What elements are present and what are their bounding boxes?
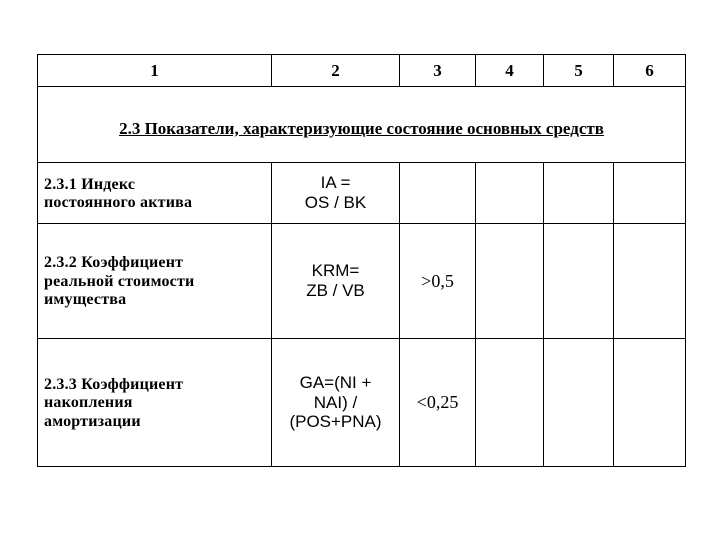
empty-cell — [614, 339, 686, 467]
column-number-5: 5 — [544, 55, 614, 87]
empty-cell — [544, 224, 614, 339]
column-number-1: 1 — [38, 55, 272, 87]
indicator-formula: IA = OS / BK — [272, 163, 400, 224]
column-number-3: 3 — [400, 55, 476, 87]
table-row — [38, 224, 686, 339]
section-title-cell — [38, 87, 686, 163]
empty-cell — [614, 163, 686, 224]
table-row — [38, 163, 686, 224]
column-number-2: 2 — [272, 55, 400, 87]
indicator-norm: <0,25 — [400, 339, 476, 467]
indicator-formula: KRM= ZB / VB — [272, 224, 400, 339]
indicator-name: 2.3.1 Индекс постоянного актива — [38, 163, 272, 224]
empty-cell — [476, 339, 544, 467]
column-number-6: 6 — [614, 55, 686, 87]
section-row — [38, 87, 686, 163]
empty-cell — [614, 224, 686, 339]
indicator-name: 2.3.2 Коэффициент реальной стоимости имущества — [38, 224, 272, 339]
empty-cell — [544, 339, 614, 467]
empty-cell — [476, 224, 544, 339]
indicator-name: 2.3.3 Коэффициент накопления амортизации — [38, 339, 272, 467]
column-number-4: 4 — [476, 55, 544, 87]
empty-cell — [544, 163, 614, 224]
section-title: 2.3 Показатели, характеризующие состояние основных средств — [119, 118, 604, 138]
table-row — [38, 339, 686, 467]
indicator-norm: >0,5 — [400, 224, 476, 339]
empty-cell — [476, 163, 544, 224]
indicator-formula: GA=(NI + NAI) / (POS+PNA) — [272, 339, 400, 467]
indicators-table — [37, 54, 686, 467]
column-number-row — [38, 55, 686, 87]
indicator-norm — [400, 163, 476, 224]
